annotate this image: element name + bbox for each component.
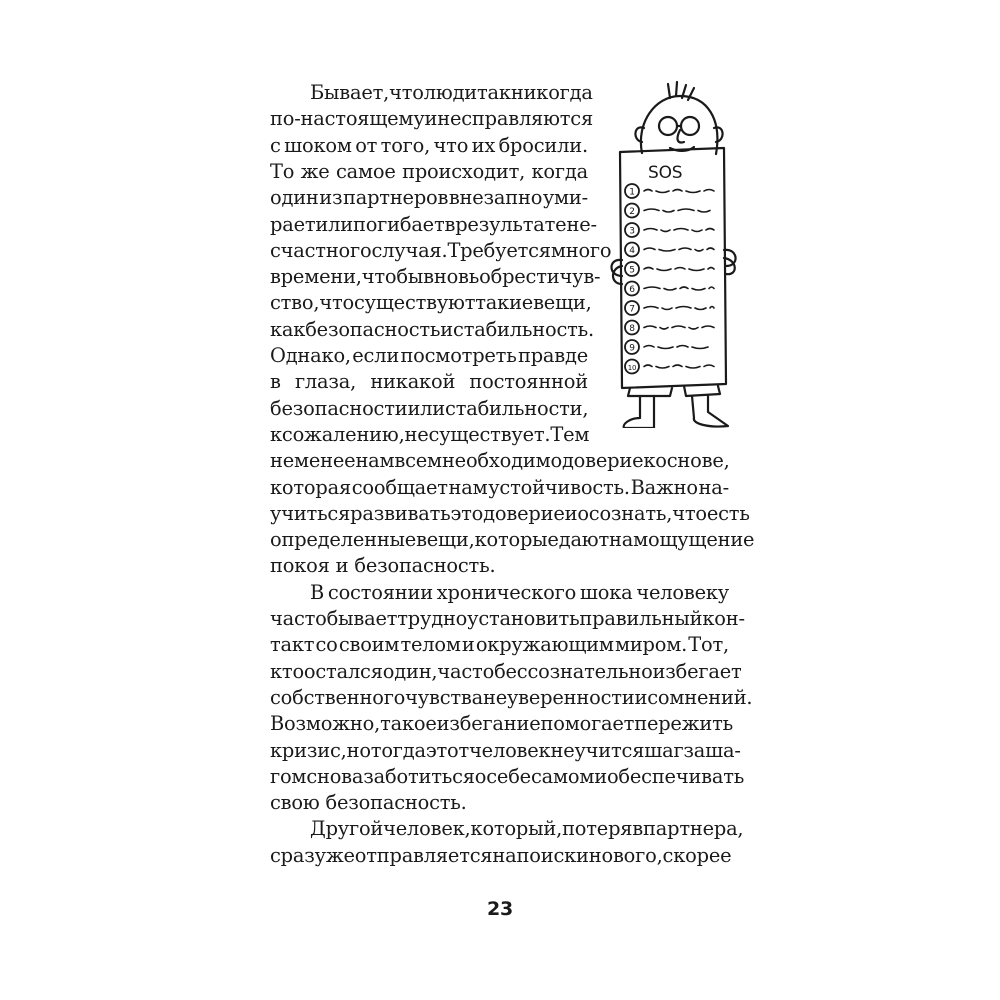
word: развивать: [350, 502, 451, 525]
word: В: [310, 581, 325, 604]
text-line: [270, 264, 601, 290]
list-row: [625, 282, 714, 296]
word: в: [444, 213, 456, 236]
word: учится: [574, 739, 645, 762]
word: остался: [303, 660, 383, 683]
word: поиски: [516, 844, 589, 867]
sign-list: [625, 184, 714, 374]
word: Однако,: [270, 344, 351, 367]
scribble-line: [644, 209, 710, 212]
page-number: 23: [486, 898, 514, 920]
word: стабильности,: [445, 397, 589, 420]
word: сразу: [270, 844, 326, 867]
word: внезапно: [448, 186, 543, 209]
word: того,: [380, 134, 431, 157]
list-number: 4: [629, 246, 635, 256]
word: бросили.: [498, 134, 588, 157]
word: нам: [609, 528, 648, 551]
word: но: [346, 739, 371, 762]
word: один: [270, 186, 319, 209]
word: нового,: [588, 844, 663, 867]
list-row: [625, 262, 714, 276]
word: за: [683, 739, 706, 762]
scribble-line: [644, 307, 714, 310]
word: же: [325, 844, 355, 867]
word: безопасность.: [325, 791, 467, 814]
list-row: [625, 184, 714, 198]
text-line: [270, 396, 588, 422]
word: шаг: [644, 739, 684, 762]
word: существуют: [353, 291, 476, 314]
word: бессознательно: [494, 660, 653, 683]
word: вещи,: [416, 528, 475, 551]
word: постоянной: [469, 370, 588, 393]
scribble-line: [644, 346, 708, 349]
word: самом: [530, 765, 595, 788]
word: погибает: [352, 213, 445, 236]
text-line: [270, 685, 753, 711]
list-row: [625, 243, 714, 257]
list-number: 9: [629, 343, 635, 354]
word: человеку: [636, 581, 729, 604]
text-line: [270, 738, 741, 764]
word: не: [550, 739, 575, 762]
word: существует.: [428, 423, 551, 446]
text-line: [270, 448, 729, 474]
word: вновь: [423, 265, 480, 288]
word: счастного: [270, 239, 372, 262]
word: Важно: [630, 476, 698, 499]
scribble-line: [644, 287, 714, 290]
word: заботиться: [363, 765, 475, 788]
word: что: [672, 502, 707, 525]
word: от: [355, 134, 378, 157]
sign-title: SOS: [648, 163, 683, 183]
word: потеряв: [562, 817, 644, 840]
word: нам: [448, 476, 488, 499]
word: и: [564, 502, 578, 525]
word: и: [461, 633, 475, 656]
word: не-: [566, 213, 597, 236]
word: и: [594, 765, 607, 788]
list-row: [625, 301, 714, 315]
word: никогда: [510, 81, 593, 104]
word: что: [433, 134, 469, 157]
word: партнера,: [643, 817, 744, 840]
word: их: [471, 134, 496, 157]
word: Требуется: [447, 239, 551, 262]
text-line: [270, 185, 588, 211]
word: глаза,: [294, 370, 357, 393]
word: осознать,: [577, 502, 673, 525]
list-number: 1: [629, 187, 635, 198]
word: кризис,: [270, 739, 347, 762]
text-line: [270, 317, 594, 343]
word: такт: [270, 633, 315, 656]
word: человек: [469, 739, 551, 762]
text-line: [270, 711, 733, 737]
word: или: [315, 213, 353, 236]
word: это: [450, 502, 484, 525]
list-number: 8: [629, 324, 635, 334]
word: из: [319, 186, 343, 209]
word: о: [474, 765, 487, 788]
word: партнеров: [343, 186, 449, 209]
word: неуверенности: [482, 686, 635, 709]
text-line: [270, 790, 729, 816]
word: которая: [270, 476, 352, 499]
word: себе: [486, 765, 531, 788]
word: если: [352, 344, 400, 367]
word: кон-: [702, 607, 745, 630]
word: много: [550, 239, 612, 262]
scribble-line: [644, 268, 714, 271]
word: покоя: [270, 554, 330, 577]
word: кто: [270, 660, 304, 683]
word: случая.: [371, 239, 448, 262]
word: на: [492, 844, 517, 867]
word: человек,: [383, 817, 471, 840]
word: стабильность.: [453, 318, 594, 341]
word: бывает: [326, 607, 398, 630]
list-number: 5: [629, 265, 635, 276]
text-line: [270, 606, 745, 632]
word: обеспечивать: [606, 765, 745, 788]
word: Бывает,: [310, 81, 390, 104]
word: рает: [270, 213, 316, 236]
word: не: [404, 423, 429, 446]
word: обрести: [479, 265, 560, 288]
word: учиться: [270, 502, 351, 525]
word: состоянии: [327, 581, 433, 604]
word: такие: [475, 291, 534, 314]
word: Тем: [550, 423, 590, 446]
text-line: [270, 369, 588, 395]
word: справляются: [461, 107, 593, 130]
word: чтобы: [361, 265, 424, 288]
text-line: [270, 632, 729, 658]
word: часто: [437, 660, 495, 683]
word: сообщает: [351, 476, 448, 499]
word: который,: [470, 817, 563, 840]
text-line: [270, 343, 588, 369]
word: и: [440, 318, 454, 341]
word: вещи,: [533, 291, 592, 314]
word: часто: [270, 607, 327, 630]
word: основе,: [655, 449, 730, 472]
word: шоком: [284, 134, 352, 157]
text-line: [270, 159, 588, 185]
word: и: [424, 107, 438, 130]
word: Другой: [310, 817, 384, 840]
sos-list-illustration: [600, 78, 760, 428]
word: снова: [306, 765, 364, 788]
scribble-line: [644, 365, 714, 368]
word: сожалению,: [281, 423, 405, 446]
word: установить: [467, 607, 580, 630]
word: всем: [394, 449, 442, 472]
word: на-: [698, 476, 729, 499]
text-line: [270, 527, 755, 553]
word: определенные: [270, 528, 417, 551]
scribble-line: [644, 248, 714, 251]
list-number: 6: [629, 285, 635, 295]
list-row: [625, 321, 714, 335]
word: есть: [706, 502, 750, 525]
word: пережить: [634, 712, 733, 735]
word: такое: [380, 712, 437, 735]
word: или: [407, 397, 446, 420]
word: тогда: [370, 739, 426, 762]
word: правде: [517, 344, 588, 367]
word: не: [270, 449, 294, 472]
word: что: [319, 291, 354, 314]
list-number: 2: [629, 207, 635, 217]
word: этот: [425, 739, 470, 762]
word: помогает: [540, 712, 635, 735]
word: отправляется: [354, 844, 493, 867]
word: самое: [336, 160, 396, 183]
text-line: [270, 553, 729, 579]
word: чув-: [559, 265, 601, 288]
word: и: [335, 554, 349, 577]
word: менее: [294, 449, 356, 472]
word: доверие: [561, 449, 644, 472]
word: со: [315, 633, 338, 656]
word: свою: [270, 791, 320, 814]
word: времени,: [270, 265, 362, 288]
text-line: [270, 106, 593, 132]
word: уми-: [542, 186, 588, 209]
word: к: [270, 423, 282, 446]
word: по-настоящему: [270, 107, 425, 130]
word: безопасность.: [354, 554, 496, 577]
list-number: 7: [629, 304, 635, 315]
word: ощущение: [647, 528, 755, 551]
scribble-line: [644, 229, 714, 232]
word: которые: [474, 528, 559, 551]
word: скорее: [662, 844, 732, 867]
word: безопасность: [305, 318, 441, 341]
word: в: [270, 370, 281, 393]
word: дают: [558, 528, 610, 551]
scribble-line: [644, 190, 714, 193]
list-number: 10: [627, 364, 637, 372]
word: ша-: [705, 739, 741, 762]
word: чувства: [405, 686, 483, 709]
text-line: [270, 501, 750, 527]
scribble-line: [644, 326, 714, 329]
word: миром.: [614, 633, 688, 656]
word: Возможно,: [270, 712, 381, 735]
word: когда: [531, 160, 588, 183]
word: правильный: [579, 607, 703, 630]
word: так: [477, 81, 511, 104]
word: же: [300, 160, 330, 183]
text-line: [270, 133, 588, 159]
word: никакой: [370, 370, 456, 393]
word: ство,: [270, 291, 320, 314]
text-line: [270, 580, 729, 606]
word: люди: [423, 81, 478, 104]
word: к: [643, 449, 656, 472]
text-line: [270, 659, 742, 685]
word: нам: [355, 449, 395, 472]
word: избегание: [436, 712, 541, 735]
word: шока: [579, 581, 633, 604]
word: собственного: [270, 686, 406, 709]
text-line: [270, 843, 732, 869]
word: доверие: [483, 502, 565, 525]
word: что: [389, 81, 424, 104]
list-row: [625, 223, 714, 237]
word: сомнений.: [647, 686, 753, 709]
text-line: [270, 475, 729, 501]
word: с: [270, 134, 281, 157]
text-line: [270, 238, 612, 264]
text-line: [270, 212, 597, 238]
list-number: 3: [629, 226, 635, 237]
word: не: [437, 107, 462, 130]
word: происходит,: [402, 160, 526, 183]
word: гом: [270, 765, 307, 788]
text-line: [270, 764, 745, 790]
word: избегает: [652, 660, 742, 683]
word: окружающим: [475, 633, 614, 656]
word: телом: [400, 633, 461, 656]
word: Тот,: [688, 633, 729, 656]
word: один,: [382, 660, 438, 683]
word: необходимо: [441, 449, 562, 472]
word: То: [270, 160, 295, 183]
word: хронического: [436, 581, 577, 604]
word: безопасности: [270, 397, 408, 420]
word: посмотреть: [400, 344, 517, 367]
word: результате: [455, 213, 567, 236]
list-row: [625, 360, 714, 374]
word: устойчивость.: [488, 476, 630, 499]
list-row: [625, 204, 710, 218]
list-row: [625, 340, 708, 354]
text-line: [270, 290, 592, 316]
word: трудно: [397, 607, 468, 630]
text-line: [270, 422, 588, 448]
word: и: [634, 686, 648, 709]
word: своим: [338, 633, 400, 656]
word: как: [270, 318, 306, 341]
text-line: [270, 816, 744, 842]
text-line: [270, 80, 593, 106]
